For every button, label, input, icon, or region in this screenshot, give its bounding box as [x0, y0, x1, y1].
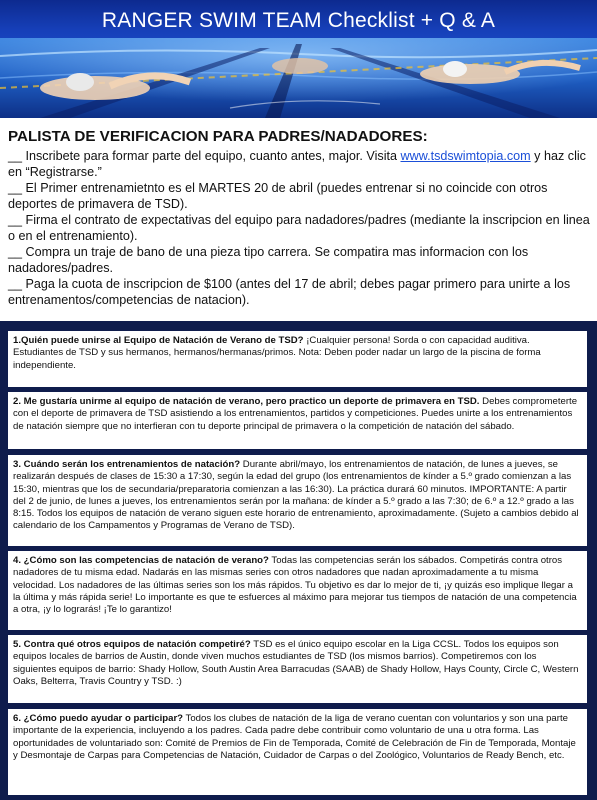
- faq-answer: Durante abril/mayo, los entrenamientos de natación, de lunes a jueves, se realizarán después de clases de 15:30 a 17:30, según la edad del grupo (los entrenamientos de kínder a 5.º grado comienzan a las 15:30, mientras que los de secundaria/preparatoria comienzan a las 16:30). La práctica durará 60 minutos. IMPORTANTE: A partir del 2 de junio, de lunes a jueves, los entrenamientos serán por la mañana: de kínder a 5.º grado a las 7:30; de 6.º a 12.º grado a las 8:15. Todos los equipos de natación de verano siguen este horario de entrenamiento, aproximadamente. (Sujeto a cambios debido al calendario de los Campamentos y Programas de Verano de TSD).: [13, 459, 579, 532]
- swimmer-photo-icon: [0, 38, 597, 118]
- parent-swimmer-checklist: [8, 127, 591, 308]
- faq-answer: Todos los clubes de natación de la liga de verano cuentan con voluntarios y son una parte importante de la experiencia, incluyendo a los padres. Cada padre debe contribuir como voluntario de una u otra forma. Las oportunidades de voluntariado son: Comité de Premios de Fin de Temporada, Comité de Celebración de Fin de Temporada, Montaje y Desmontaje de Carpas para Competencias de Natación, Cuidador de Carpas o del Zoológico, Voluntarios de Ready Bench, etc.: [13, 713, 576, 761]
- faq-answer: Debes comprometerte con el deporte de primavera de TSD asistiendo a los entrenamientos, partidos y competiciones. Puedes unirte a los entrenamientos de natación siempre que no interfieran con tu deporte principal de primavera o la competición de natación del sábado.: [13, 396, 578, 432]
- checklist-item-contract: __ Firma el contrato de expectativas del equipo para nadadores/padres (mediante la inscripcion en linea o en el entrenamiento).: [8, 213, 590, 243]
- faq-answer: ¡Cualquier persona! Sorda o con capacidad auditiva. Estudiantes de TSD y sus hermanos, hermanos/hermanas/primos. Nota: Deben poder nadar un largo de la piscina de forma independiente.: [13, 335, 541, 371]
- checklist-item-swimsuit: __ Compra un traje de bano de una pieza tipo carrera. Se compatira mas informacion con los nadadores/padres.: [8, 245, 529, 275]
- faq-question: 6. ¿Cómo puedo ayudar o participar?: [13, 713, 184, 724]
- checklist-item-text: y haz clic en “Registrarse.”: [8, 149, 586, 179]
- checklist-item-text: __ Inscribete para formar parte del equipo, cuanto antes, major. Visita: [8, 149, 401, 163]
- faq-question: 3. Cuándo serán los entrenamientos de natación?: [13, 459, 241, 470]
- faq-card: [8, 709, 587, 795]
- faq-card: [8, 331, 587, 387]
- checklist-title: PALISTA DE VERIFICACION PARA PADRES/NADADORES:: [8, 128, 428, 145]
- faq-question: 2. Me gustaría unirme al equipo de natación de verano, pero practico un deporte de primavera en TSD.: [13, 396, 480, 407]
- faq-card: [8, 392, 587, 449]
- faq-answer: Todas las competencias serán los sábados. Competirás contra otros nadadores de tu misma edad. Nadarás en las mismas series con otros nadadores que nadan aproximadamente a tu misma velocidad. Los nadadores de las últimas series son los más rápidos. Tu objetivo es dar lo mejor de ti, ¡y quizás eso implique llegar a la última y más rápida serie! Lo importante es que te esfuerces al máximo para mejorar tus tiempos de natación de una competencia a otra, ¡y lo lograrás! ¡Te lo garantizo!: [13, 555, 577, 616]
- registration-link[interactable]: www.tsdswimtopia.com: [400, 149, 531, 163]
- faq-card: [8, 635, 587, 703]
- header-banner: [0, 0, 597, 118]
- faq-question: 4. ¿Cómo son las competencias de natación de verano?: [13, 555, 269, 566]
- faq-question: 1.Quién puede unirse al Equipo de Natación de Verano de TSD?: [13, 335, 304, 346]
- faq-card: [8, 455, 587, 546]
- checklist-item-register: [8, 148, 591, 180]
- faq-answer: TSD es el único equipo escolar en la Liga CCSL. Todos los equipos son equipos locales de barrios de Austin, donde viven muchos estudiantes de TSD (los mismos barrios). Competiremos con los siguientes equipos de barrio: Shady Hollow, South Austin Area Barracudas (SAAB) de Shady Hollow, Hays County, Circle C, Western Oaks, Belterra, Travis Country y TSD. :): [13, 639, 579, 687]
- checklist-item-fee: __ Paga la cuota de inscripcion de $100 (antes del 17 de abril; debes pagar primero para unirte a los entrenamentos/competencias de natacion).: [8, 277, 571, 307]
- checklist-item-first-practice: __ El Primer entrenamietnto es el MARTES 20 de abril (puedes entrenar si no coincide con otros deportes de primavera de TSD).: [8, 181, 548, 211]
- faq-panel: [0, 321, 597, 800]
- faq-card: [8, 551, 587, 630]
- page-title: RANGER SWIM TEAM Checklist + Q & A: [101, 9, 496, 32]
- faq-question: 5. Contra qué otros equipos de natación competiré?: [13, 639, 251, 650]
